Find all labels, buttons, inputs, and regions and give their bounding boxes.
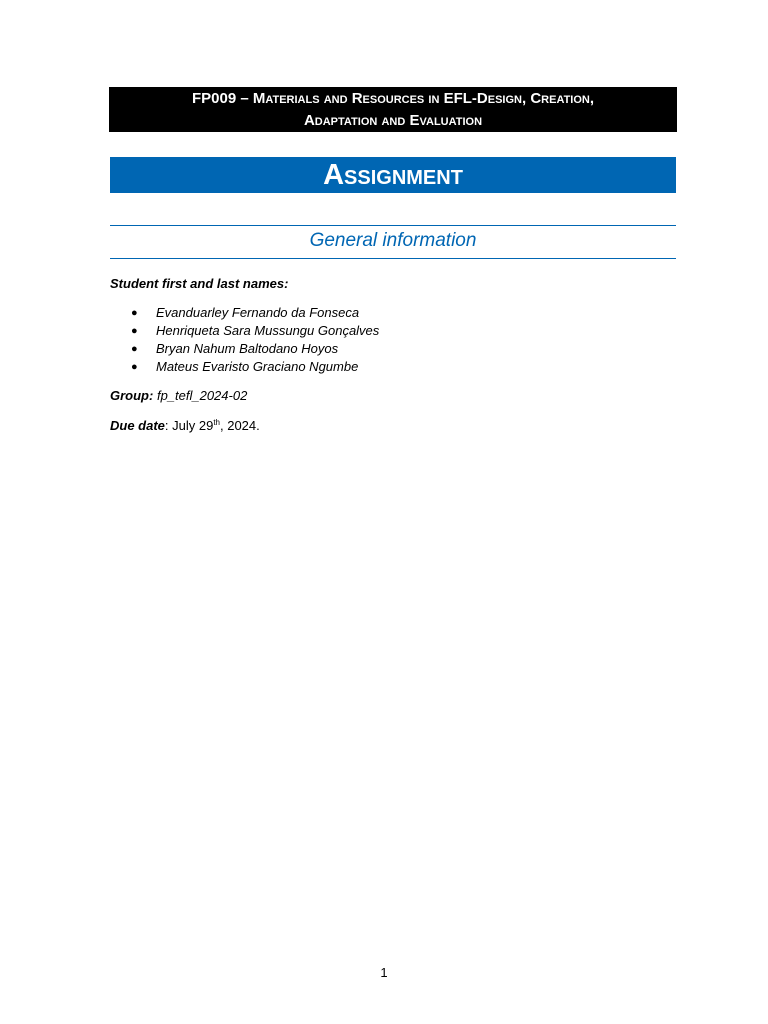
section-divider-top: [110, 225, 676, 226]
due-date-label: Due date: [110, 418, 165, 433]
due-date-line: [110, 418, 260, 434]
group-line: [110, 388, 247, 404]
course-title-banner: [109, 87, 677, 132]
bullet-icon: ●: [131, 361, 138, 373]
due-date-ordinal: th: [213, 418, 220, 427]
bullet-icon: ●: [131, 307, 138, 319]
student-name: Mateus Evaristo Graciano Ngumbe: [156, 359, 359, 374]
course-title-line-1: FP009 – Materials and Resources in EFL-Design, Creation,: [191, 90, 595, 107]
due-date-value: : July 29: [164, 418, 214, 433]
student-name: Henriqueta Sara Mussungu Gonçalves: [156, 323, 380, 338]
group-value: fp_tefl_2024-02: [156, 388, 248, 403]
student-name: Bryan Nahum Baltodano Hoyos: [156, 341, 339, 356]
course-title-line-2: Adaptation and Evaluation: [303, 112, 483, 129]
due-date-year: , 2024.: [220, 418, 260, 433]
group-label: Group:: [110, 388, 154, 403]
page-number: 1: [380, 965, 388, 980]
section-heading: General information: [309, 230, 477, 251]
students-label: Student first and last names:: [110, 276, 289, 291]
bullet-icon: ●: [131, 343, 138, 355]
list-item: [110, 341, 379, 359]
list-item: [110, 305, 379, 323]
bullet-icon: ●: [131, 325, 138, 337]
section-divider-bottom: [110, 258, 676, 259]
list-item: [110, 323, 379, 341]
student-list: [110, 305, 379, 377]
assignment-title-banner: Assignment: [110, 157, 676, 193]
student-name: Evanduarley Fernando da Fonseca: [156, 305, 360, 320]
list-item: [110, 359, 379, 377]
